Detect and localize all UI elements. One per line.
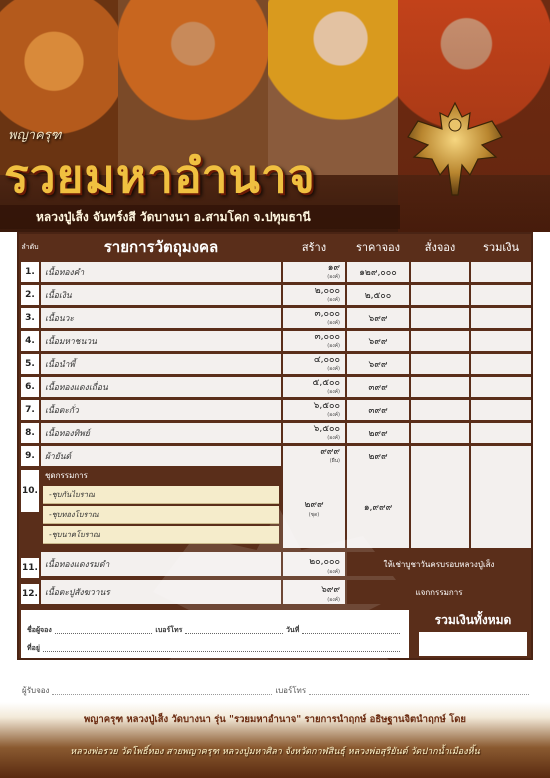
row-price: ๒,๕๐๐	[347, 285, 409, 305]
row-make-value: ๒,๐๐๐	[314, 286, 340, 296]
set-subitem: -ชุบกันไบราณ	[43, 486, 279, 504]
row-make-unit: (ผืน)	[329, 458, 340, 464]
set-make-value: ๒๙๙	[304, 500, 324, 510]
row-make-unit: (องค์)	[327, 320, 340, 326]
row12-note: แจกกรรมการ	[347, 580, 531, 604]
row-order-field[interactable]	[411, 400, 469, 420]
row-make-value: ๖๙๙	[321, 585, 340, 595]
row-make-value: ๔,๐๐๐	[313, 355, 340, 365]
grand-total-box	[415, 610, 531, 658]
row-number: 11.	[21, 558, 39, 578]
header-total: รวมเงิน	[483, 241, 519, 254]
set-subitem: -ชุบนาคโบราณ	[43, 526, 279, 544]
receiver-label: ผู้รับจอง	[22, 686, 50, 695]
row-total-field[interactable]	[471, 400, 531, 420]
row-make-cell	[283, 285, 345, 305]
row-price: ๒๙๙	[347, 423, 409, 443]
row-item-name: เนื้อทองแดงเถื่อน	[41, 377, 281, 397]
row-make-value: ๙๙๙	[320, 447, 340, 457]
header-no: ลำดับ	[21, 243, 39, 251]
row-total-field[interactable]	[471, 446, 531, 466]
customer-form	[21, 610, 409, 658]
banner-small-title: พญาครุฑ	[8, 128, 62, 143]
row-order-field[interactable]	[411, 331, 469, 351]
row-number: 8.	[21, 423, 39, 443]
row-make-cell	[283, 377, 345, 397]
row-item-name: เนื้อทองแดงรมดำ	[41, 552, 281, 576]
row-item-name: เนื้อทองคำ	[41, 262, 281, 282]
grand-total-field[interactable]	[419, 632, 527, 656]
row-make-unit: (องค์)	[327, 274, 340, 280]
row-order-field[interactable]	[411, 377, 469, 397]
row-make-value: ๖,๕๐๐	[313, 401, 340, 411]
receiver-phone-field[interactable]	[309, 694, 529, 695]
row-make-cell	[283, 580, 345, 604]
row-make-unit: (องค์)	[327, 569, 340, 575]
row-total-field[interactable]	[471, 285, 531, 305]
row-make-value: ๓,๐๐๐	[314, 332, 340, 342]
row-price: ๒๙๙	[347, 446, 409, 466]
row-item-name: เนื้อมหาชนวน	[41, 331, 281, 351]
row-price: ๑๒๙,๐๐๐	[347, 262, 409, 282]
row-number: 1.	[21, 262, 39, 282]
row-number: 10.	[21, 470, 39, 512]
set-make-unit: (ชุด)	[308, 512, 320, 518]
form-line-address	[27, 636, 403, 654]
phone-field[interactable]	[185, 633, 283, 634]
footer-line-2: หลวงพ่อรวย วัดโพธิ์ทอง สายพญาครุฑ หลวงปู่มหาศิลา จังหวัดกาฬสินธุ์ หลวงพ่อสุริยันต์ วัดปากน้ำเมืองหิ้น	[70, 747, 480, 757]
set-label: ชุดกรรมการ	[41, 466, 281, 484]
row-make-cell	[283, 446, 345, 466]
row-total-field[interactable]	[471, 354, 531, 374]
header-price: ราคาจอง	[355, 241, 401, 254]
row-make-cell	[283, 308, 345, 328]
row-make-unit: (องค์)	[327, 435, 340, 441]
row-order-field[interactable]	[411, 423, 469, 443]
row-price: ๖๙๙	[347, 354, 409, 374]
date-field[interactable]	[302, 633, 400, 634]
row-price: ๓๙๙	[347, 400, 409, 420]
row-order-field[interactable]	[411, 354, 469, 374]
row-make-unit: (องค์)	[327, 297, 340, 303]
row-number: 5.	[21, 354, 39, 374]
row-total-field[interactable]	[471, 423, 531, 443]
row-number: 9.	[21, 446, 39, 466]
table-header	[19, 234, 531, 260]
row-make-value: ๒๐,๐๐๐	[309, 557, 340, 567]
order-form-panel	[17, 232, 533, 660]
header-order: สั่งจอง	[424, 241, 456, 254]
row-make-value: ๑๙	[327, 263, 340, 273]
address-label: ที่อยู่	[27, 644, 40, 652]
row-make-cell	[283, 331, 345, 351]
row-total-field[interactable]	[471, 262, 531, 282]
row-order-field[interactable]	[411, 446, 469, 466]
address-field[interactable]	[43, 651, 400, 652]
row-price: ๓๙๙	[347, 377, 409, 397]
row-number: 3.	[21, 308, 39, 328]
row-number: 4.	[21, 331, 39, 351]
set-order-field[interactable]	[411, 466, 469, 548]
row-make-cell	[283, 262, 345, 282]
row-make-value: ๓,๐๐๐	[314, 309, 340, 319]
row-make-unit: (องค์)	[327, 343, 340, 349]
header-banner	[0, 0, 550, 232]
receiver-line	[22, 684, 532, 697]
row-make-unit: (องค์)	[327, 389, 340, 395]
row-make-cell	[283, 423, 345, 443]
phone-label: เบอร์โทร	[155, 626, 183, 634]
row-number: 6.	[21, 377, 39, 397]
row-total-field[interactable]	[471, 331, 531, 351]
name-label: ชื่อผู้จอง	[27, 626, 52, 634]
row-number: 7.	[21, 400, 39, 420]
grand-total-label: รวมเงินทั้งหมด	[434, 612, 512, 627]
row-make-unit: (องค์)	[327, 412, 340, 418]
row-item-name: เนื้อตะกั่ว	[41, 400, 281, 420]
garuda-amulet-icon	[400, 95, 510, 205]
name-field[interactable]	[55, 633, 153, 634]
row-order-field[interactable]	[411, 262, 469, 282]
set-subitem: -ชุบทองโบราณ	[43, 506, 279, 524]
form-line-name	[27, 618, 403, 636]
row-item-name: เนื้อนวะ	[41, 308, 281, 328]
footer-line-1: พญาครุฑ หลวงปู่เส็ง วัดบางนา รุ่น "รวยมหาอำนาจ" รายการนำฤกษ์ อธิษฐานจิตนำฤกษ์ โดย	[84, 714, 466, 725]
row-order-field[interactable]	[411, 285, 469, 305]
row-item-name: เนื้อนำพี้	[41, 354, 281, 374]
set-make-cell	[283, 466, 345, 548]
row-make-cell	[283, 400, 345, 420]
receiver-name-field[interactable]	[52, 694, 272, 695]
row-total-field[interactable]	[471, 308, 531, 328]
row-item-name: เนื้อตะปูสังฆวานร	[41, 580, 281, 604]
row-number: 2.	[21, 285, 39, 305]
row-item-name: เนื้อทองทิพย์	[41, 423, 281, 443]
row-make-cell	[283, 552, 345, 576]
date-label: วันที่	[286, 626, 300, 634]
header-item: รายการวัตถุมงคล	[103, 238, 219, 256]
row-order-field[interactable]	[411, 308, 469, 328]
row-item-name: ผ้ายันต์	[41, 446, 281, 466]
row-make-cell	[283, 354, 345, 374]
row-price: ๖๙๙	[347, 308, 409, 328]
row-make-unit: (องค์)	[327, 597, 340, 603]
banner-subtitle: หลวงปู่เส็ง จันทร์งสี วัดบางนา อ.สามโคก จ.ปทุมธานี	[36, 210, 311, 224]
row-number: 12.	[21, 584, 39, 604]
row11-note: ให้เช่าบูชาวันครบรอบหลวงปู่เส็ง	[347, 552, 531, 576]
banner-main-title: รวยมหาอำนาจ	[4, 149, 316, 203]
row-make-value: ๖,๕๐๐	[313, 424, 340, 434]
row-item-name: เนื้อเงิน	[41, 285, 281, 305]
set-total-field[interactable]	[471, 466, 531, 548]
set-price: ๑,๙๙๙	[347, 466, 409, 548]
row-total-field[interactable]	[471, 377, 531, 397]
header-make: สร้าง	[301, 241, 327, 254]
receiver-phone-label: เบอร์โทร	[275, 686, 307, 695]
row-make-value: ๕,๕๐๐	[312, 378, 340, 388]
row-price: ๖๙๙	[347, 331, 409, 351]
row-make-unit: (องค์)	[327, 366, 340, 372]
